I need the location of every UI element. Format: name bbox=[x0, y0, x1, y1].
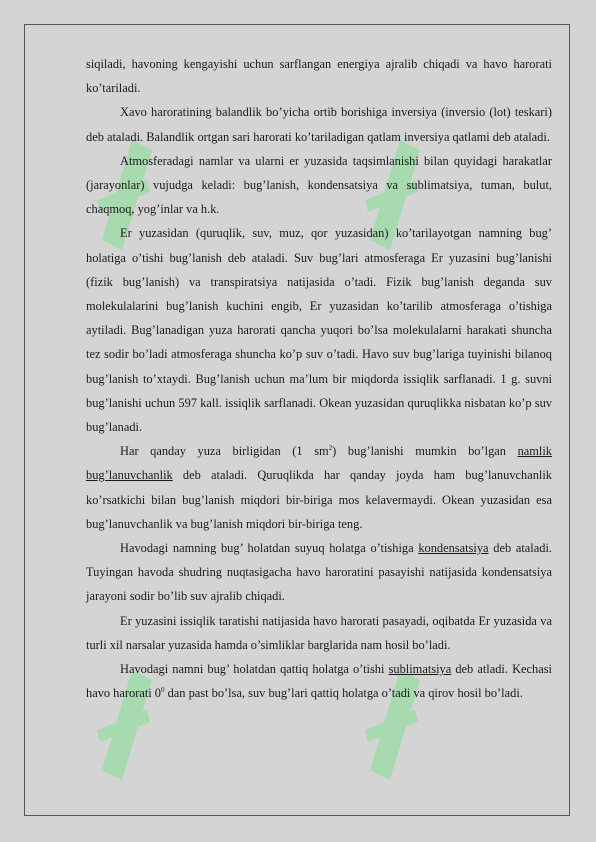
text-run: siqiladi, havoning kengayishi uchun sarflangan energiya ajralib chiqadi va havo harorati ko’tariladi. bbox=[86, 57, 552, 96]
paragraph bbox=[86, 536, 552, 609]
paragraph bbox=[86, 100, 552, 148]
superscript: 2 bbox=[328, 444, 333, 453]
text-run: Har qanday yuza birligidan (1 sm bbox=[120, 444, 329, 459]
text-run: Er yuzasini issiqlik taratishi natijasida havo harorati pasayadi, oqibatda Er yuzasida va turli xil narsalar yuzasida hamda o’simliklar barglarida nam hosil bo’ladi. bbox=[86, 613, 552, 652]
term-underlined: sublimatsiya bbox=[388, 662, 452, 677]
text-run: ) bug’lanishi mumkin bo’lgan bbox=[332, 444, 518, 459]
superscript: 0 bbox=[161, 686, 165, 695]
text-run: Er yuzasidan (quruqlik, suv, muz, qor yuzasidan) ko’tarilayotgan namning bug’ holatiga o’tishi bug’lanish deb ataladi. Suv bug’lari atmosferaga Er yuzasini bug’lanishi (fizik bug’lanish) va transpiratsiya natijasida o’tadi. Fizik bug’lanish deganda suv molekulalarini bug’lanish kuchini engib, Er yuzasidan ko’tarilib atmosferaga o’tishiga aytiladi. Bug’lanadigan yuza harorati qancha yuqori bo’lsa molekulalarni harakati shuncha tez sodir bo’ladi atmosferaga shuncha ko’p suv o’tadi. Havo suv bug’lariga tuyinishi bilanoq bug’lanish to’xtaydi. Bug’lanish uchun ma’lum bir miqdorda issiqlik sarflanadi. 1 g. suvni bug’lanishi uchun 597 kall. issiqlik sarflanadi. Okean yuzasidan quruqlikka nisbatan ko’p suv bug’lanadi. bbox=[86, 226, 552, 435]
paragraph bbox=[86, 609, 552, 657]
document-body bbox=[86, 52, 552, 705]
text-run: deb ataladi. Quruqlikda har qanday joyda ham bug’lanuvchanlik ko’rsatkichi bilan bug’lanish miqdori bir-biriga mos kelavermaydi. Okean yuzasidan esa bug’lanuvchanlik va bug’lanish miqdori bir-biriga teng. bbox=[86, 468, 552, 531]
text-run: deb ataladi. Tuyingan havoda shudring nuqtasigacha havo haroratini pasayishi natijasida kondensatsiya jarayoni sodir bo’lib suv ajralib chiqadi. bbox=[86, 541, 552, 604]
paragraph bbox=[86, 439, 552, 536]
text-run: Xavo haroratining balandlik bo’yicha ortib borishiga inversiya (inversio (lot) teskari) deb ataladi. Balandlik ortgan sari harorati ko’tariladigan qatlam inversiya qatlami deb ataladi. bbox=[86, 105, 552, 144]
paragraph bbox=[86, 221, 552, 439]
text-run: Atmosferadagi namlar va ularni er yuzasida taqsimlanishi bilan quyidagi harakatlar (jarayonlar) vujudga keladi: bug’lanish, kondensatsiya va sublimatsiya, tuman, bulut, chaqmoq, yog’inlar va h.k. bbox=[86, 153, 552, 217]
text-run: Havodagi namni bug’ holatdan qattiq holatga o’tishi bbox=[120, 662, 389, 677]
text-run: dan past bo’lsa, suv bug’lari qattiq holatga o’tadi va qirov hosil bo’ladi. bbox=[164, 686, 523, 701]
term-underlined: kondensatsiya bbox=[418, 541, 489, 556]
paragraph bbox=[86, 657, 552, 705]
text-run: Havodagi namning bug’ holatdan suyuq holatga o’tishiga bbox=[120, 541, 419, 556]
paragraph bbox=[86, 149, 552, 222]
term-underlined: namlik bug’lanuvchanlik bbox=[86, 444, 552, 483]
paragraph bbox=[86, 52, 552, 100]
text-run: deb atladi. Kechasi havo harorati 0 bbox=[86, 662, 552, 701]
